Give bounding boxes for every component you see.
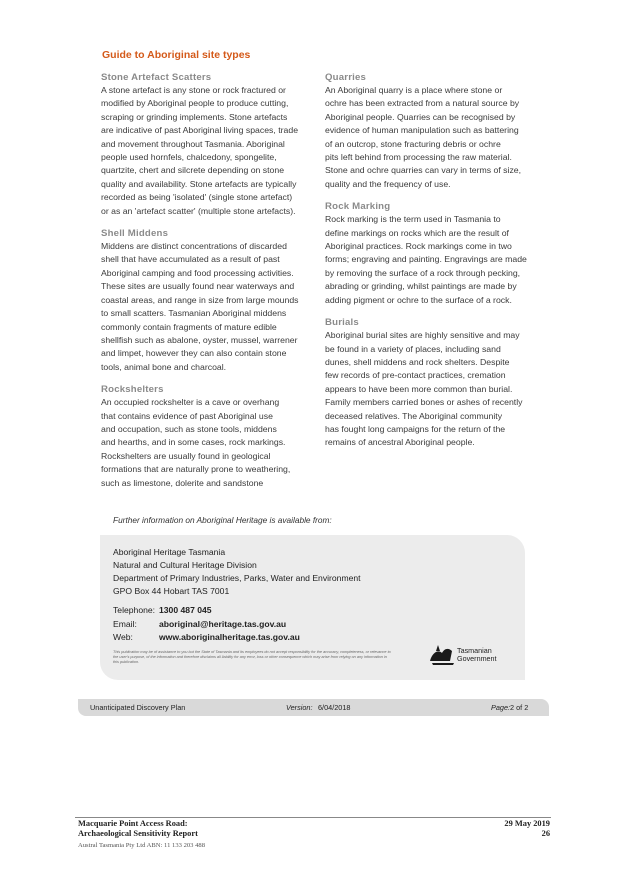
section-body [101, 396, 306, 490]
section-stone-artefacts [101, 72, 306, 218]
section-title: Burials [325, 317, 359, 329]
text-line: Aboriginal camping and food processing activities. [101, 267, 294, 278]
text-line: modified by Aboriginal people to produce cutting, [101, 98, 289, 109]
text-line: remains of ancestral Aboriginal people. [325, 437, 475, 448]
gov-logo-text [457, 647, 497, 663]
text-line: are indicative of past Aboriginal living spaces, trade [101, 125, 299, 136]
text-line: people used hornfels, chalcedony, spongelite, [101, 152, 277, 163]
text-line: Rockshelters are usually found in geological [101, 450, 271, 461]
report-title-line2: Archaeological Sensitivity Report [78, 829, 198, 838]
contact-address: GPO Box 44 Hobart TAS 7001 [113, 586, 230, 596]
report-date: 29 May 2019 [504, 819, 550, 828]
text-line: These sites are usually found near waterways and [101, 281, 295, 292]
document-footer-bar [78, 699, 549, 716]
text-line: Stone and ochre quarries can vary in terms of size, [325, 165, 522, 176]
text-line: that contains evidence of past Aboriginal use [101, 410, 273, 421]
text-line: quality and the frequency of use. [325, 178, 451, 189]
company-info: Austral Tasmania Pty Ltd ABN: 11 133 203 488 [78, 842, 206, 849]
text-line: and limpet, however they can also contain stone [101, 348, 287, 359]
text-line: by removing the surface of a rock through pecking, [325, 267, 521, 278]
section-body [101, 84, 306, 218]
disclaimer-text: This publication may be of assistance to you but the State of Tasmania and its employees do not accept responsibility for the accuracy, completeness, or relevance to the user's purpose, of the information and therefore disclaims all liability for any error, loss or other consequence which may arise from relying on any information in this publication. [113, 650, 391, 664]
web-label: Web: [113, 632, 133, 642]
text-line: abrading or grinding, whilst paintings are made by [325, 281, 517, 292]
section-rock-marking [325, 201, 530, 307]
section-rockshelters [101, 384, 306, 490]
text-line: of an outcrop, stone fracturing debris or ochre [325, 138, 501, 149]
gov-logo-line1: Tasmanian [457, 646, 492, 655]
text-line: few records of pre-contact practices, cremation [325, 370, 506, 381]
text-line: and occupation, such as stone tools, middens [101, 423, 277, 434]
text-line: to small scatters. Tasmanian Aboriginal middens [101, 308, 287, 319]
section-title: Rock Marking [325, 201, 391, 213]
section-title: Quarries [325, 72, 367, 83]
text-line: dunes, shell middens and rock shelters. Despite [325, 356, 510, 367]
gov-logo-line2: Government [457, 654, 497, 663]
email-label: Email: [113, 619, 137, 629]
page-heading: Guide to Aboriginal site types [102, 49, 251, 61]
text-line: pits left behind from processing the raw material. [325, 152, 512, 163]
text-line: deceased relatives. The Aboriginal community [325, 410, 503, 421]
report-title-line1: Macquarie Point Access Road: [78, 819, 188, 828]
text-line: Aboriginal burial sites are highly sensitive and may [325, 330, 520, 341]
footer-divider [75, 817, 551, 818]
telephone-label: Telephone: [113, 605, 156, 615]
text-line: shellfish such as abalone, oyster, mussel, warrener [101, 334, 298, 345]
text-line: Family members carried bones or ashes of recently [325, 397, 523, 408]
text-line: define markings on rocks which are the result of [325, 227, 509, 238]
section-title: Shell Middens [101, 228, 169, 240]
text-line: An Aboriginal quarry is a place where stone or [325, 85, 503, 95]
text-line: be found in a variety of places, including sand [325, 343, 501, 354]
text-line: tools, animal bone and charcoal. [101, 361, 227, 372]
footer-version: 6/04/2018 [318, 703, 351, 712]
section-shell-middens [101, 228, 306, 374]
text-line: Middens are distinct concentrations of discarded [101, 241, 287, 252]
text-line: or as an 'artefact scatter' (multiple stone artefacts). [101, 205, 296, 216]
text-line: Rock marking is the term used in Tasmania to [325, 214, 501, 225]
text-line: and movement throughout Tasmania. Aboriginal [101, 138, 285, 149]
web-link[interactable]: www.aboriginalheritage.tas.gov.au [159, 632, 300, 642]
text-line: shell that have accumulated as a result of past [101, 254, 280, 265]
section-body [101, 240, 306, 374]
section-body [325, 84, 530, 191]
further-info-text: Further information on Aboriginal Heritage is available from: [113, 515, 332, 525]
text-line: such as limestone, dolerite and sandstone [101, 477, 264, 488]
text-line: Aboriginal people. Quarries can be recognised by [325, 111, 516, 122]
text-line: A stone artefact is any stone or rock fractured or [101, 85, 286, 95]
section-body [325, 329, 530, 450]
text-line: evidence of human manipulation such as battering [325, 125, 519, 136]
text-line: has fought long campaigns for the return of the [325, 423, 506, 434]
text-line: quartzite, chert and silcrete depending on stone [101, 165, 285, 176]
left-column [101, 72, 306, 500]
section-title: Rockshelters [101, 384, 164, 396]
email-link[interactable]: aboriginal@heritage.tas.gov.au [159, 619, 287, 629]
text-line: quality and availability. Stone artefacts are typically [101, 178, 297, 189]
text-line: An occupied rockshelter is a cave or overhang [101, 397, 280, 408]
text-line: formations that are naturally prone to weathering, [101, 464, 291, 475]
footer-doc-title: Unanticipated Discovery Plan [90, 703, 186, 712]
section-body [325, 213, 530, 307]
text-line: scraping or grinding implements. Stone artefacts [101, 111, 288, 122]
report-page-number: 26 [541, 829, 550, 838]
text-line: and hearths, and in some cases, rock markings. [101, 437, 286, 448]
text-line: coastal areas, and range in size from large mounds [101, 294, 299, 305]
text-line: recorded as being 'isolated' (single stone artefact) [101, 192, 293, 203]
text-line: commonly contain fragments of mature edible [101, 321, 277, 332]
text-line: Aboriginal practices. Rock markings come in two [325, 241, 512, 252]
text-line: appears to have been more common than burial. [325, 383, 513, 394]
contact-department: Department of Primary Industries, Parks, Water and Environment [113, 573, 361, 583]
section-title: Stone Artefact Scatters [101, 72, 212, 83]
section-quarries [325, 72, 530, 191]
text-line: ochre has been extracted from a natural source by [325, 98, 520, 109]
footer-page-label: Page: [491, 703, 511, 712]
text-line: adding pigment or ochre to the surface of a rock. [325, 294, 512, 305]
section-burials [325, 317, 530, 450]
contact-division: Natural and Cultural Heritage Division [113, 560, 257, 570]
text-line: forms; engraving and painting. Engravings are made [325, 254, 527, 265]
right-column [325, 72, 530, 460]
contact-box [100, 535, 525, 680]
contact-org: Aboriginal Heritage Tasmania [113, 547, 226, 557]
telephone-value[interactable]: 1300 487 045 [159, 605, 212, 615]
footer-page: 2 of 2 [510, 703, 529, 712]
footer-version-label: Version: [286, 703, 313, 712]
